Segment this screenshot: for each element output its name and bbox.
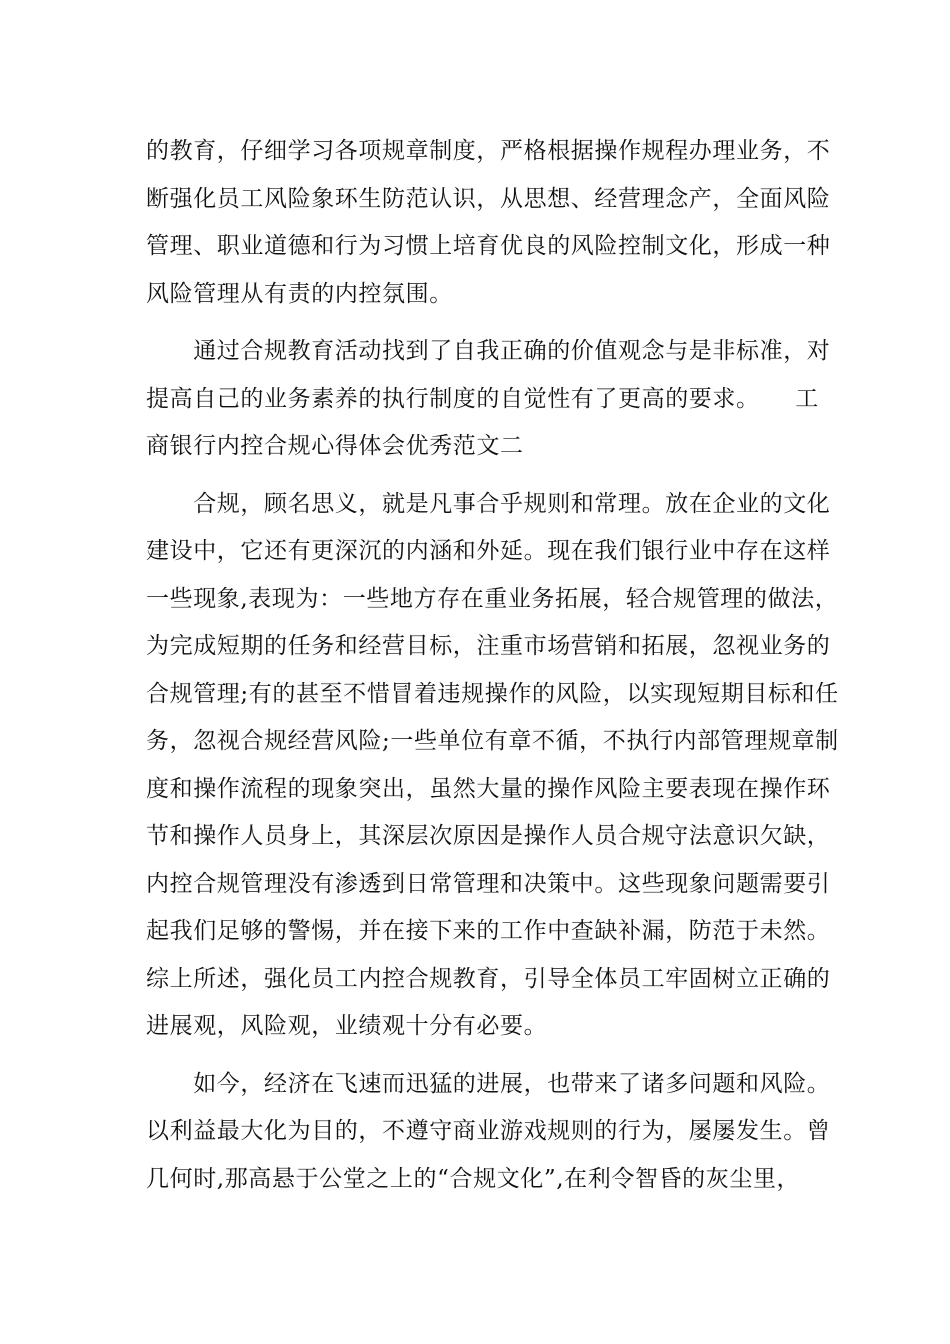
text-line: 建设中，它还有更深沉的内涵和外延。现在我们银行业中存在这样: [146, 538, 831, 564]
text-line: 断强化员工风险象环生防范认识，从思想、经营理念产，全面风险: [146, 185, 831, 212]
text-line: 合规管理;有的甚至不惜冒着违规操作的风险，以实现短期目标和任: [146, 680, 839, 707]
text-line: 通过合规教育活动找到了自我正确的价值观念与是非标准，对: [146, 338, 831, 364]
text-line: 如今，经济在飞速而迅猛的进展，也带来了诸多问题和风险。: [146, 1070, 831, 1097]
text-line: 管理、职业道德和行为习惯上培育优良的风险控制文化，形成一种: [146, 233, 831, 259]
text-line: 风险管理从有责的内控氛围。: [146, 280, 453, 307]
text-line: 务，忽视合规经营风险;一些单位有章不循，不执行内部管理规章制: [146, 728, 839, 754]
text-line: 提高自己的业务素养的执行制度的自觉性有了更高的要求。 工: [146, 385, 819, 412]
text-line: 合规，顾名思义，就是凡事合乎规则和常理。放在企业的文化: [146, 490, 831, 517]
text-line: 综上所述，强化员工内控合规教育，引导全体员工牢固树立正确的: [146, 965, 831, 992]
text-line: 度和操作流程的现象突出，虽然大量的操作风险主要表现在操作环: [146, 775, 831, 802]
paragraph-gap: [146, 471, 810, 481]
paragraph-gap: [146, 318, 810, 328]
text-line: 以利益最大化为目的，不遵守商业游戏规则的行为，屡屡发生。曾: [146, 1118, 831, 1144]
text-line: 的教育，仔细学习各项规章制度，严格根据操作规程办理业务，不: [146, 138, 831, 164]
text-line: 几何时,那高悬于公堂之上的“合规文化”,在利令智昏的灰尘里，: [146, 1165, 801, 1192]
text-line: 商银行内控合规心得体会优秀范文二: [146, 433, 524, 459]
text-line: 为完成短期的任务和经营目标，注重市场营销和拓展，忽视业务的: [146, 633, 831, 659]
text-line: 一些现象,表现为：一些地方存在重业务拓展，轻合规管理的做法，: [146, 585, 839, 612]
text-line: 节和操作人员身上，其深层次原因是操作人员合规守法意识欠缺，: [146, 823, 831, 849]
document-body: [146, 128, 839, 1203]
text-line: 进展观，风险观，业绩观十分有必要。: [146, 1013, 548, 1039]
text-line: 起我们足够的警惕，并在接下来的工作中查缺补漏，防范于未然。: [146, 918, 831, 944]
text-line: 内控合规管理没有渗透到日常管理和决策中。这些现象问题需要引: [146, 870, 831, 897]
paragraph-gap: [146, 1051, 810, 1061]
